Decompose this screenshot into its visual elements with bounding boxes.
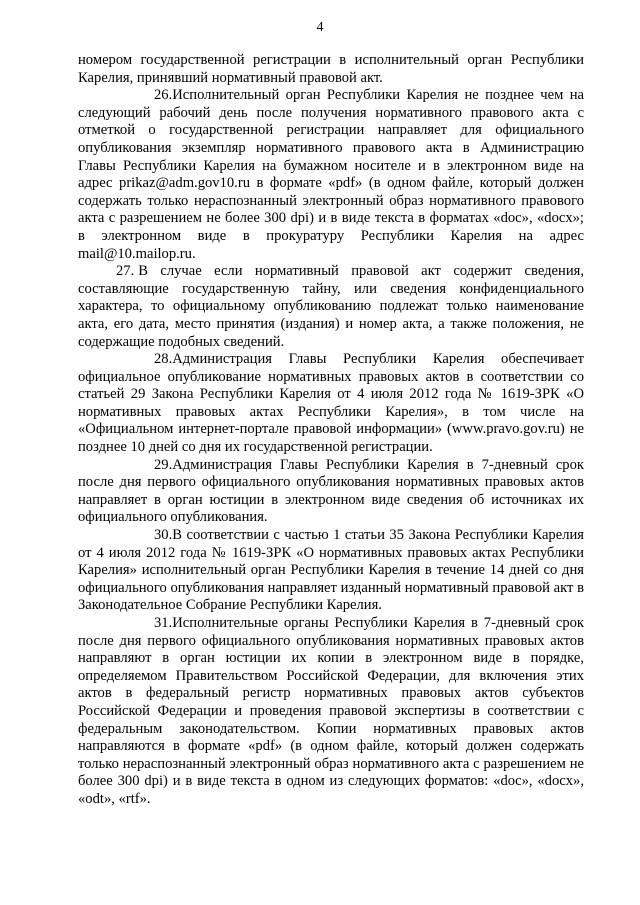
paragraph-number: 27. (116, 263, 135, 280)
paragraph-27 (78, 263, 584, 351)
paragraph-26 (78, 87, 584, 263)
page-number: 4 (316, 20, 324, 35)
paragraph-number: 28. (154, 351, 173, 368)
paragraph-28 (78, 351, 584, 457)
paragraph-number: 26. (154, 87, 173, 104)
paragraph-30 (78, 527, 584, 615)
paragraph-text: Администрация Главы Республики Карелия в 7-дневный срок после дня первого официального опубликования нормативных правовых актов направляет в орган юстиции в электронном виде сведения об источниках их официального опубликования. (78, 456, 584, 526)
paragraph-text: В случае если нормативный правовой акт содержит сведения, составляющие государственную тайну, или сведения конфиденциального характера, то официальному опубликованию подлежат только наименование акта, его дата, место принятия (издания) и номер акта, а также положения, не содержащие подобных сведений. (78, 263, 584, 350)
paragraph-text: номером государственной регистрации в исполнительный орган Республики Карелия, принявший нормативный правовой акт. (78, 52, 584, 86)
document-body (78, 52, 584, 809)
paragraph-continuation (78, 52, 584, 87)
paragraph-text: В соответствии с частью 1 статьи 35 Закона Республики Карелия от 4 июля 2012 года № 1619-ЗРК «О нормативных правовых актах Республики Карелия» исполнительный орган Республики Карелия в течение 14 дней со дня официального опубликования направляет изданный нормативный правовой акт в Законодательное Собрание Республики Карелия. (78, 527, 584, 614)
paragraph-31 (78, 615, 584, 809)
paragraph-text: Исполнительный орган Республики Карелия не позднее чем на следующий рабочий день после получения нормативного правового акта с отметкой о государственной регистрации направляет для официального опубликования экземпляр нормативного правового акта в Администрацию Главы Республики Карелия на бумажном носителе и в электронном виде на адрес prikaz@adm.gov10.ru в формате «pdf» (в одном файле, который должен содержать только нераспознанный электронный образ нормативного правового акта с разрешением не более 300 dpi) и в виде текста в форматах «doc», «docx»; в электронном виде в прокуратуру Республики Карелия на адрес mail@10.mailop.ru. (78, 87, 584, 262)
paragraph-29 (78, 457, 584, 527)
paragraph-number: 30. (154, 527, 173, 544)
paragraph-text: Администрация Главы Республики Карелия обеспечивает официальное опубликование нормативных правовых актов в соответствии со статьей 29 Закона Республики Карелия от 4 июля 2012 года № 1619-ЗРК «О нормативных правовых актах Республики Карелия», в том числе на «Официальном интернет-портале правовой информации» (www.pravo.gov.ru) не позднее 10 дней со дня их государственной регистрации. (78, 351, 584, 456)
paragraph-text: Исполнительные органы Республики Карелия в 7-дневный срок после дня первого официального опубликования нормативных правовых актов направляют в орган юстиции их копии в электронном виде в порядке, определяемом Правительством Российской Федерации, для включения этих актов в федеральный регистр нормативных правовых актов субъектов Российской Федерации и проведения правовой экспертизы в соответствии с федеральным законодательством. Копии нормативных правовых актов направляются в формате «pdf» (в одном файле, который должен содержать только нераспознанный электронный образ нормативного акта с разрешением не более 300 dpi) и в виде текста в одном из следующих форматов: «doc», «docx», «odt», «rtf». (78, 615, 584, 807)
paragraph-number: 31. (154, 615, 173, 631)
paragraph-number: 29. (154, 456, 173, 473)
